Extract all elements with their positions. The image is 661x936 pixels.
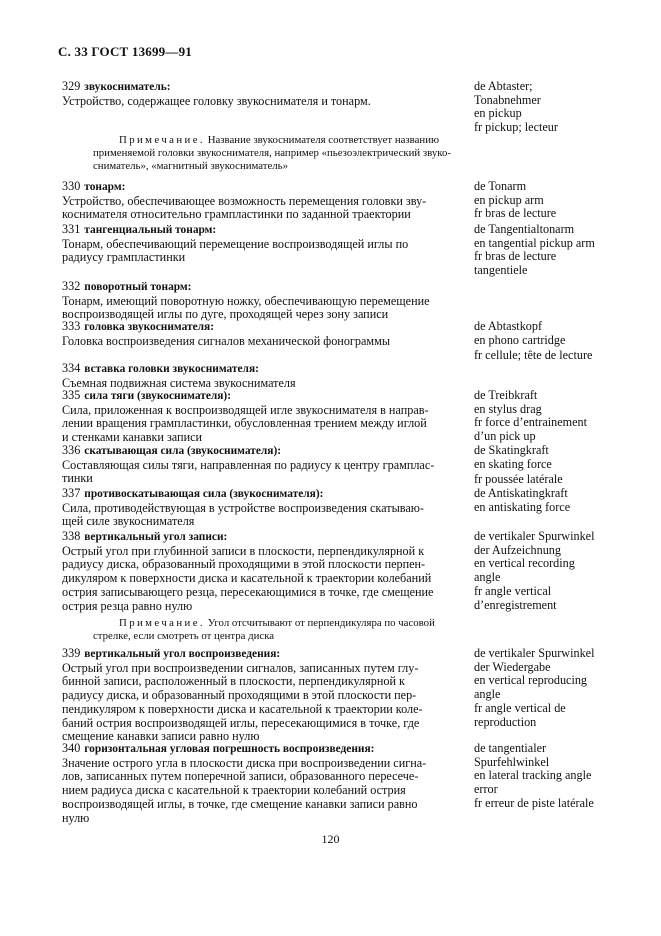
page-number: 120 bbox=[321, 832, 340, 846]
entry-term: скатывающая сила (звукоснимателя): bbox=[84, 445, 282, 457]
entry-equivalents bbox=[474, 223, 654, 278]
entry-number: 335 bbox=[62, 388, 81, 402]
entry-term: сила тяги (звукоснимателя): bbox=[84, 390, 232, 402]
note-text: сниматель», «магнитный звукосниматель» bbox=[93, 160, 288, 172]
entry-term: звукосниматель: bbox=[84, 81, 171, 93]
entry-term: вставка головки звукоснимателя: bbox=[84, 363, 259, 375]
equivalent-term: en phono cartridge bbox=[474, 332, 566, 347]
equivalent-term: fr pickup; lecteur bbox=[474, 120, 558, 135]
equivalent-term: de Abtaster; bbox=[474, 79, 533, 93]
entry-number: 334 bbox=[62, 361, 81, 375]
note-329 bbox=[93, 134, 451, 173]
entry-definition-line: острия резца равно нулю bbox=[62, 598, 193, 613]
equivalent-term: angle bbox=[474, 570, 501, 585]
entry-equivalents bbox=[474, 444, 654, 487]
entry-equivalents bbox=[474, 647, 654, 729]
entry-term: тангенциальный тонарм: bbox=[84, 224, 217, 236]
equivalent-term: error bbox=[474, 782, 498, 797]
equivalent-term: en pickup bbox=[474, 106, 522, 121]
equivalent-term: de Tangentialtonarm bbox=[474, 222, 575, 236]
entry-definition-line: лении вращения грампластинки, обусловленная трением между иглой bbox=[62, 416, 427, 431]
entry-term: тонарм: bbox=[84, 181, 126, 193]
note-text: стрелке, если смотреть от центра диска bbox=[93, 630, 275, 642]
note-label: Примечание. bbox=[119, 134, 205, 146]
equivalent-term: de vertikaler Spurwinkel bbox=[474, 646, 595, 660]
equivalent-term: en skating force bbox=[474, 456, 552, 471]
entry-number: 338 bbox=[62, 529, 81, 543]
equivalent-term: fr force d’entrainement bbox=[474, 415, 588, 430]
entry-definition-line: лов, записанных путем поперечной записи, образованного пересече- bbox=[62, 769, 419, 784]
entry-number: 330 bbox=[62, 179, 81, 193]
entry-definition-line: тинки bbox=[62, 471, 93, 486]
entry-definition-line: Устройство, содержащее головку звукоснимателя и тонарм. bbox=[62, 93, 371, 108]
entry-definition-line: радиусу диска, и образованный проходящими в этой плоскости пер- bbox=[62, 688, 417, 703]
entry-definition-line: Острый угол при воспроизведении сигналов, записанных путем глу- bbox=[62, 660, 419, 675]
equivalent-term: de Treibkraft bbox=[474, 388, 538, 402]
equivalent-term: de vertikaler Spurwinkel bbox=[474, 529, 595, 543]
entry-definition-line: Острый угол при глубинной записи в плоскости, перпендикулярной к bbox=[62, 543, 425, 558]
equivalent-term: en vertical recording bbox=[474, 556, 575, 571]
equivalent-term: d’enregistrement bbox=[474, 597, 557, 612]
equivalent-term: en stylus drag bbox=[474, 401, 542, 416]
entry-equivalents bbox=[474, 320, 654, 363]
equivalent-term: en antiskating force bbox=[474, 499, 571, 514]
equivalent-term: reproduction bbox=[474, 714, 537, 729]
equivalent-term: en pickup arm bbox=[474, 192, 544, 207]
equivalent-term: Spurfehlwinkel bbox=[474, 754, 550, 769]
equivalent-term: de tangentialer bbox=[474, 741, 547, 755]
entry-definition-line: дикуляром к поверхности диска и касательной к траектории колебаний bbox=[62, 571, 432, 586]
entry-definition-line: бинной записи, расположенный в плоскости, перпендикулярной к bbox=[62, 674, 405, 689]
equivalent-term: fr cellule; tête de lecture bbox=[474, 348, 593, 363]
equivalent-term: de Skatingkraft bbox=[474, 443, 549, 457]
note-text: Угол отсчитывают от перпендикуляра по часовой bbox=[207, 617, 435, 629]
entry-definition-line: Составляющая силы тяги, направленная по радиусу к центру грамплас- bbox=[62, 457, 435, 472]
entry-definition-line: баний острия воспроизводящей иглы, пересекающимися в точке, где bbox=[62, 715, 420, 730]
entry-term: поворотный тонарм: bbox=[84, 281, 192, 293]
entry-definition-line: Тонарм, имеющий поворотную ножку, обеспечивающую перемещение bbox=[62, 293, 430, 308]
entry-equivalents bbox=[474, 389, 654, 444]
equivalent-term: en lateral tracking angle bbox=[474, 768, 592, 783]
equivalent-term: fr poussée latérale bbox=[474, 472, 563, 487]
entry-definition-line: и стенками канавки записи bbox=[62, 430, 203, 445]
entry-definition-line: радиусу грампластинки bbox=[62, 250, 186, 265]
equivalent-term: de Tonarm bbox=[474, 179, 527, 193]
equivalent-term: fr bras de lecture bbox=[474, 249, 557, 264]
equivalent-term: angle bbox=[474, 687, 501, 702]
entry-equivalents bbox=[474, 180, 654, 221]
equivalent-term: der Wiedergabe bbox=[474, 659, 551, 674]
entry-number: 337 bbox=[62, 486, 81, 500]
note-label: Примечание. bbox=[119, 617, 205, 629]
entry-term: головка звукоснимателя: bbox=[84, 321, 215, 333]
entry-term: горизонтальная угловая погрешность воспроизведения: bbox=[84, 743, 375, 755]
entry-term: вертикальный угол записи: bbox=[84, 531, 228, 543]
entry-number: 339 bbox=[62, 646, 81, 660]
entry-definition-line: пендикуляром к поверхности диска и касательной к траектории коле- bbox=[62, 701, 423, 716]
equivalent-term: tangentiele bbox=[474, 263, 528, 278]
equivalent-term: d’un pick up bbox=[474, 429, 536, 444]
entry-number: 336 bbox=[62, 443, 81, 457]
entry-definition-line: Значение острого угла в плоскости диска при воспроизведении сигна- bbox=[62, 755, 427, 770]
equivalent-term: de Abtastkopf bbox=[474, 319, 543, 333]
page-header: С. 33 ГОСТ 13699—91 bbox=[58, 44, 192, 59]
entry-number: 329 bbox=[62, 79, 81, 93]
entry-definition-line: Сила, приложенная к воспроизводящей игле звукоснимателя в направ- bbox=[62, 402, 429, 417]
entry-definition-line: нием радиуса диска с касательной к траектории колебаний острия bbox=[62, 783, 406, 798]
entry-definition-line: Устройство, обеспечивающее возможность перемещения головки зву- bbox=[62, 193, 427, 208]
entry-equivalents bbox=[474, 80, 654, 135]
entry-definition-line: острия записывающего резца, пересекающимися в точке, где смещение bbox=[62, 584, 434, 599]
entry-definition-line: смещение канавки записи равно нулю bbox=[62, 729, 260, 744]
entry-equivalents bbox=[474, 742, 654, 811]
equivalent-term: fr erreur de piste latérale bbox=[474, 795, 594, 810]
entry-definition-line: Съемная подвижная система звукоснимателя bbox=[62, 375, 296, 390]
equivalent-term: fr angle vertical de bbox=[474, 700, 566, 715]
entry-equivalents bbox=[474, 530, 654, 612]
entry-definition-line: Головка воспроизведения сигналов механической фонограммы bbox=[62, 333, 391, 348]
note-338 bbox=[93, 617, 445, 643]
entry-definition-line: воспроизводящей иглы, в точке, где смещение канавки записи равно bbox=[62, 796, 418, 811]
entry-number: 340 bbox=[62, 741, 81, 755]
entry-definition-line: Тонарм, обеспечивающий перемещение воспроизводящей иглы по bbox=[62, 236, 409, 251]
entry-definition-line: воспроизводящей иглы по дуге, проходящей через зону записи bbox=[62, 307, 389, 322]
note-text: применяемой головки звукоснимателя, например «пьезоэлектрический звуко- bbox=[93, 147, 451, 159]
equivalent-term: fr angle vertical bbox=[474, 583, 552, 598]
equivalent-term: fr bras de lecture bbox=[474, 206, 557, 221]
entry-definition-line: нулю bbox=[62, 810, 90, 825]
entry-definition-line: коснимателя относительно грампластинки по заданной траектории bbox=[62, 207, 411, 222]
equivalent-term: der Aufzeichnung bbox=[474, 542, 561, 557]
entry-definition-line: щей силе звукоснимателя bbox=[62, 514, 195, 529]
equivalent-term: en vertical reproducing bbox=[474, 673, 588, 688]
entry-number: 333 bbox=[62, 319, 81, 333]
note-text: Название звукоснимателя соответствует названию bbox=[207, 134, 440, 146]
entry-definition-line: радиусу диска, образованный проходящими в этой плоскости перпен- bbox=[62, 557, 426, 572]
equivalent-term: en tangential pickup arm bbox=[474, 235, 595, 250]
entry-equivalents bbox=[474, 487, 654, 514]
entry-term: противоскатывающая сила (звукоснимателя): bbox=[84, 488, 324, 500]
entry-number: 332 bbox=[62, 279, 81, 293]
entry-term: вертикальный угол воспроизведения: bbox=[84, 648, 281, 660]
equivalent-term: de Antiskatingkraft bbox=[474, 486, 568, 500]
equivalent-term: Tonabnehmer bbox=[474, 92, 541, 107]
entry-number: 331 bbox=[62, 222, 81, 236]
entry-definition-line: Сила, противодействующая в устройстве воспроизведения скатываю- bbox=[62, 500, 424, 515]
